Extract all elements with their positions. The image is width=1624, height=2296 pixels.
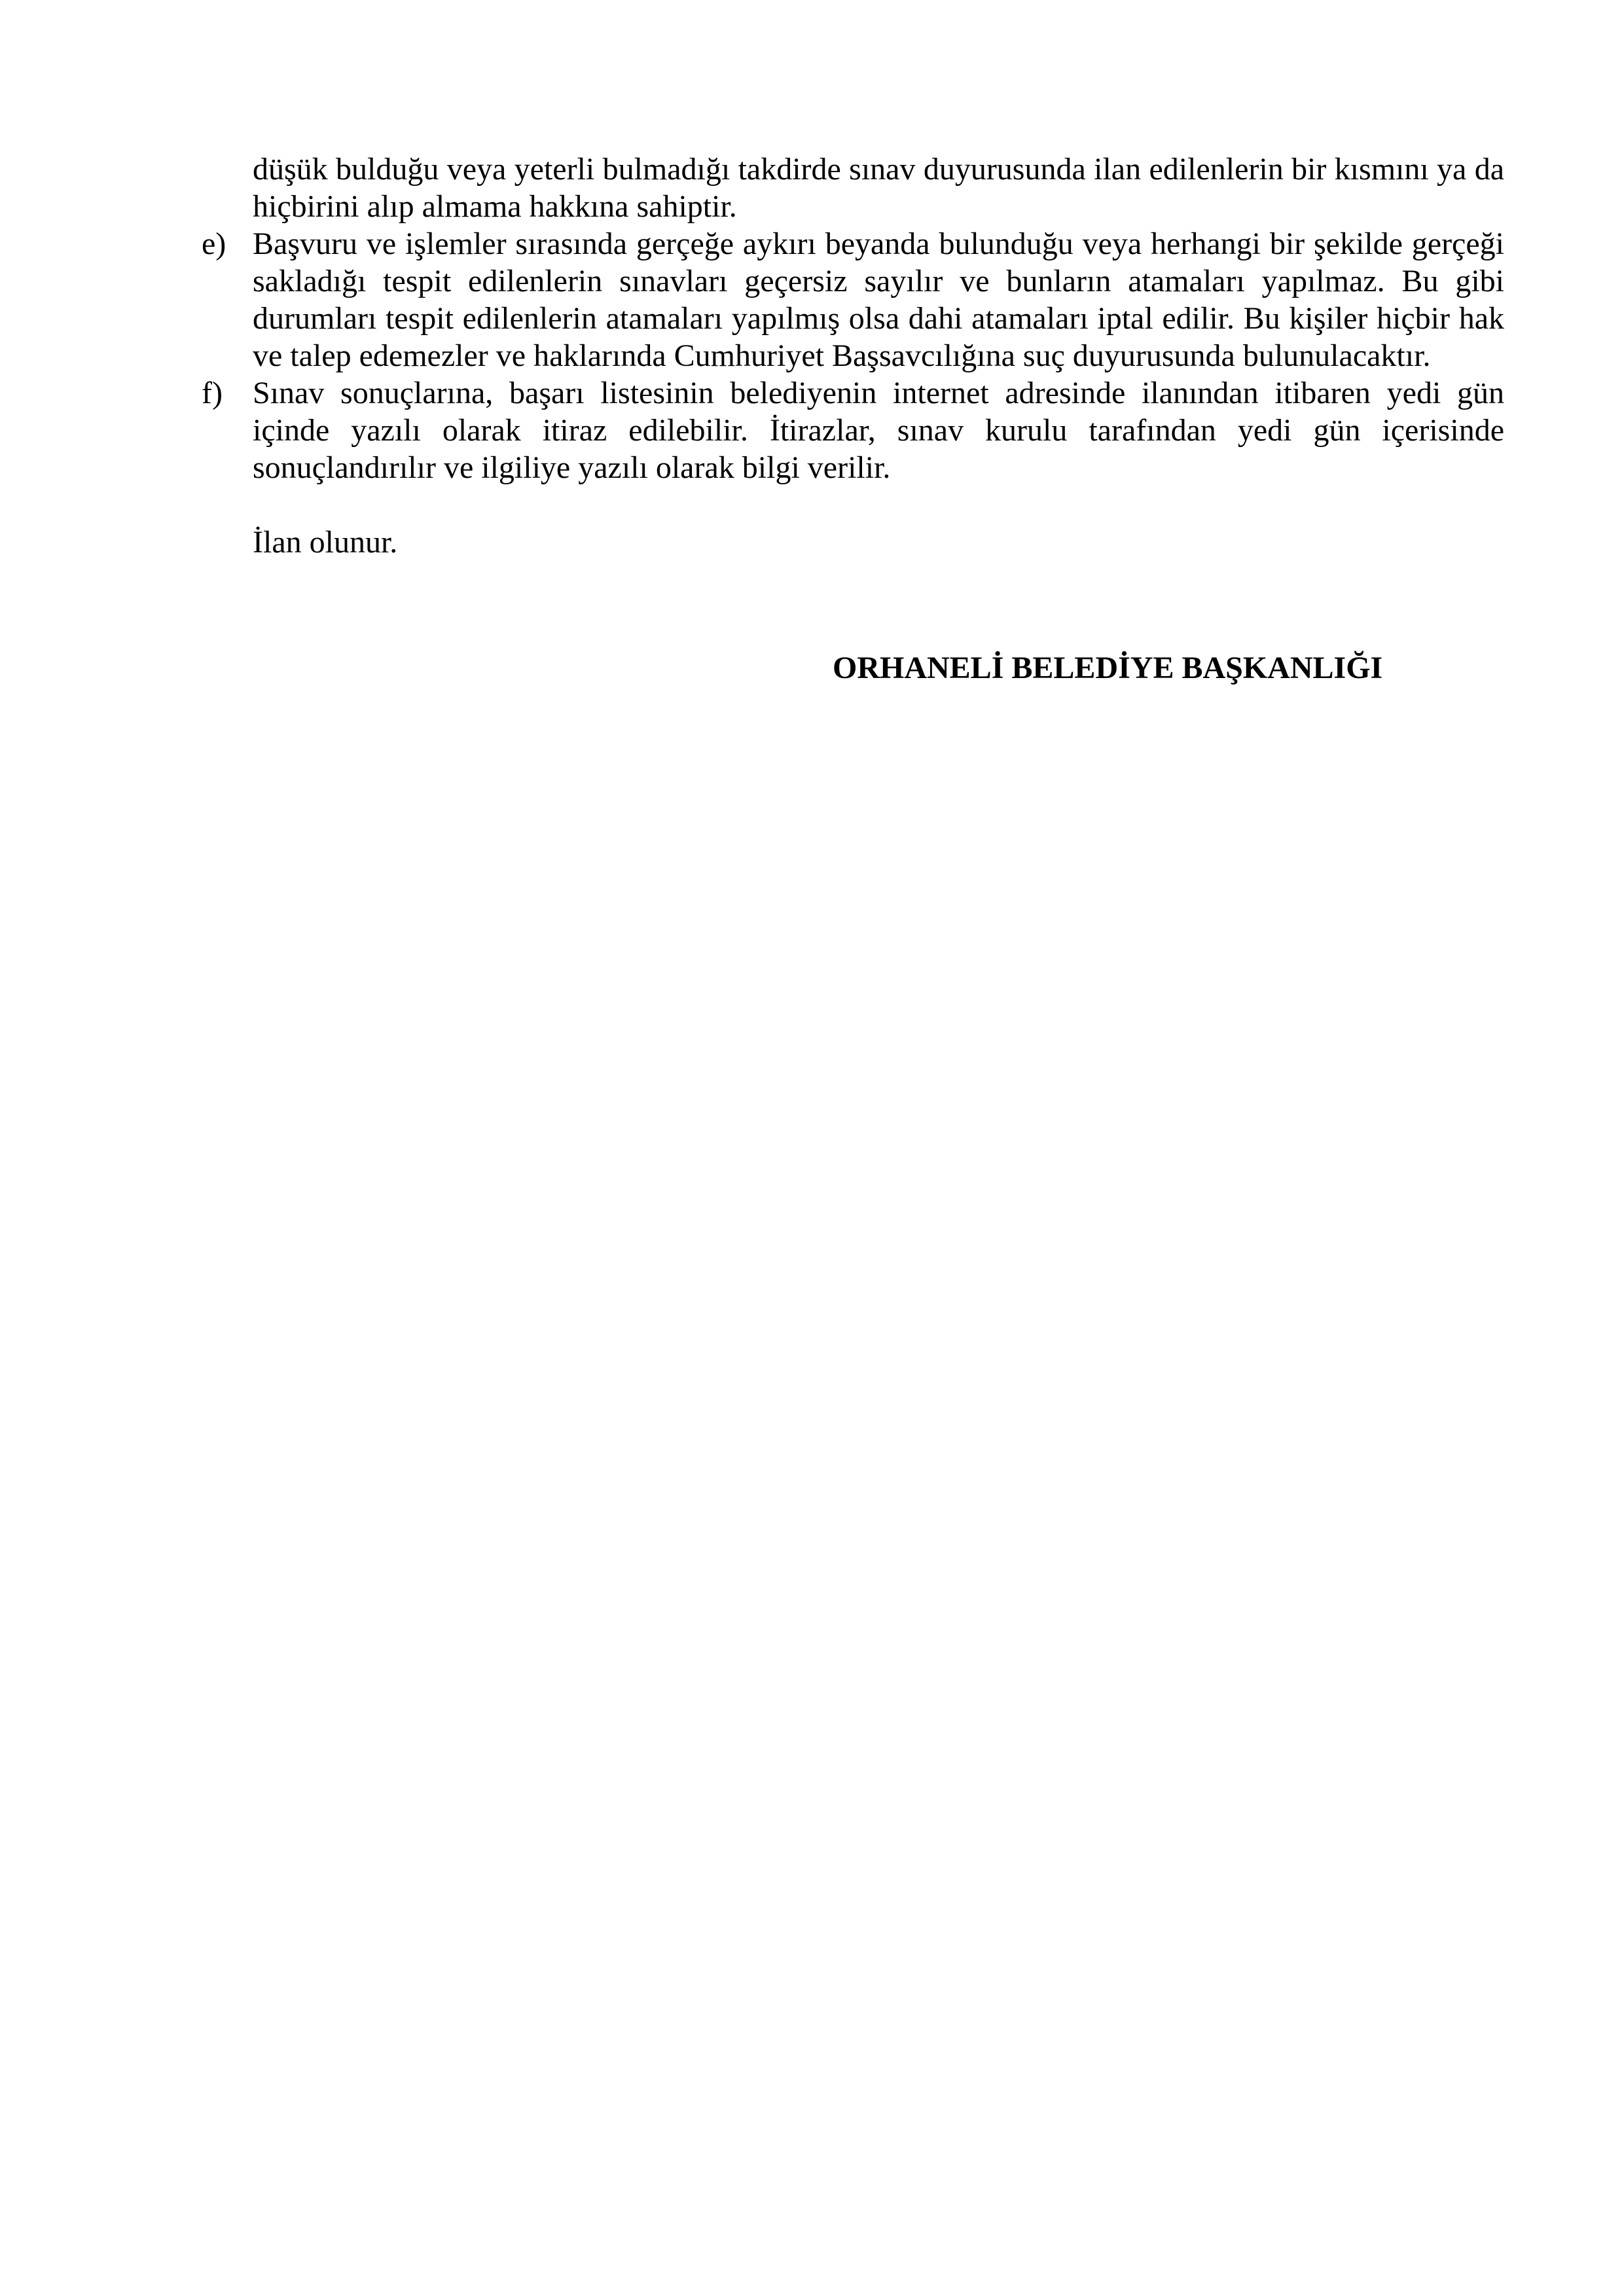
list-item-label: f)	[202, 376, 223, 410]
list-item-f	[202, 374, 1504, 486]
list-item-text: Başvuru ve işlemler sırasında gerçeğe aykırı beyanda bulunduğu veya herhangi bir şekilde gerçeği sakladığı tespit edilenlerin sınavları geçersiz sayılır ve bunların atamaları yapılmaz. Bu gibi durumları tespit edilenlerin atamaları yapılmış olsa dahi atamaları iptal edilir. Bu kişiler hiçbir hak ve talep edemezler ve haklarında Cumhuriyet Başsavcılığına suç duyurusunda bulunulacaktır.	[253, 226, 1504, 373]
list-item-e	[202, 225, 1504, 374]
closing-line: İlan olunur.	[253, 525, 398, 560]
document-body	[202, 151, 1504, 561]
intro-continuation-paragraph: düşük bulduğu veya yeterli bulmadığı takdirde sınav duyurusunda ilan edilenlerin bir kısmını ya da hiçbirini alıp almama hakkına sahiptir.	[253, 152, 1504, 224]
list-item-text: Sınav sonuçlarına, başarı listesinin belediyenin internet adresinde ilanından itibaren yedi gün içinde yazılı olarak itiraz edilebilir. İtirazlar, sınav kurulu tarafından yedi gün içerisinde sonuçlandırılır ve ilgiliye yazılı olarak bilgi verilir.	[253, 376, 1504, 485]
list-item-label: e)	[202, 226, 226, 261]
signature-block: ORHANELİ BELEDİYE BAŞKANLIĞI	[833, 651, 1383, 685]
